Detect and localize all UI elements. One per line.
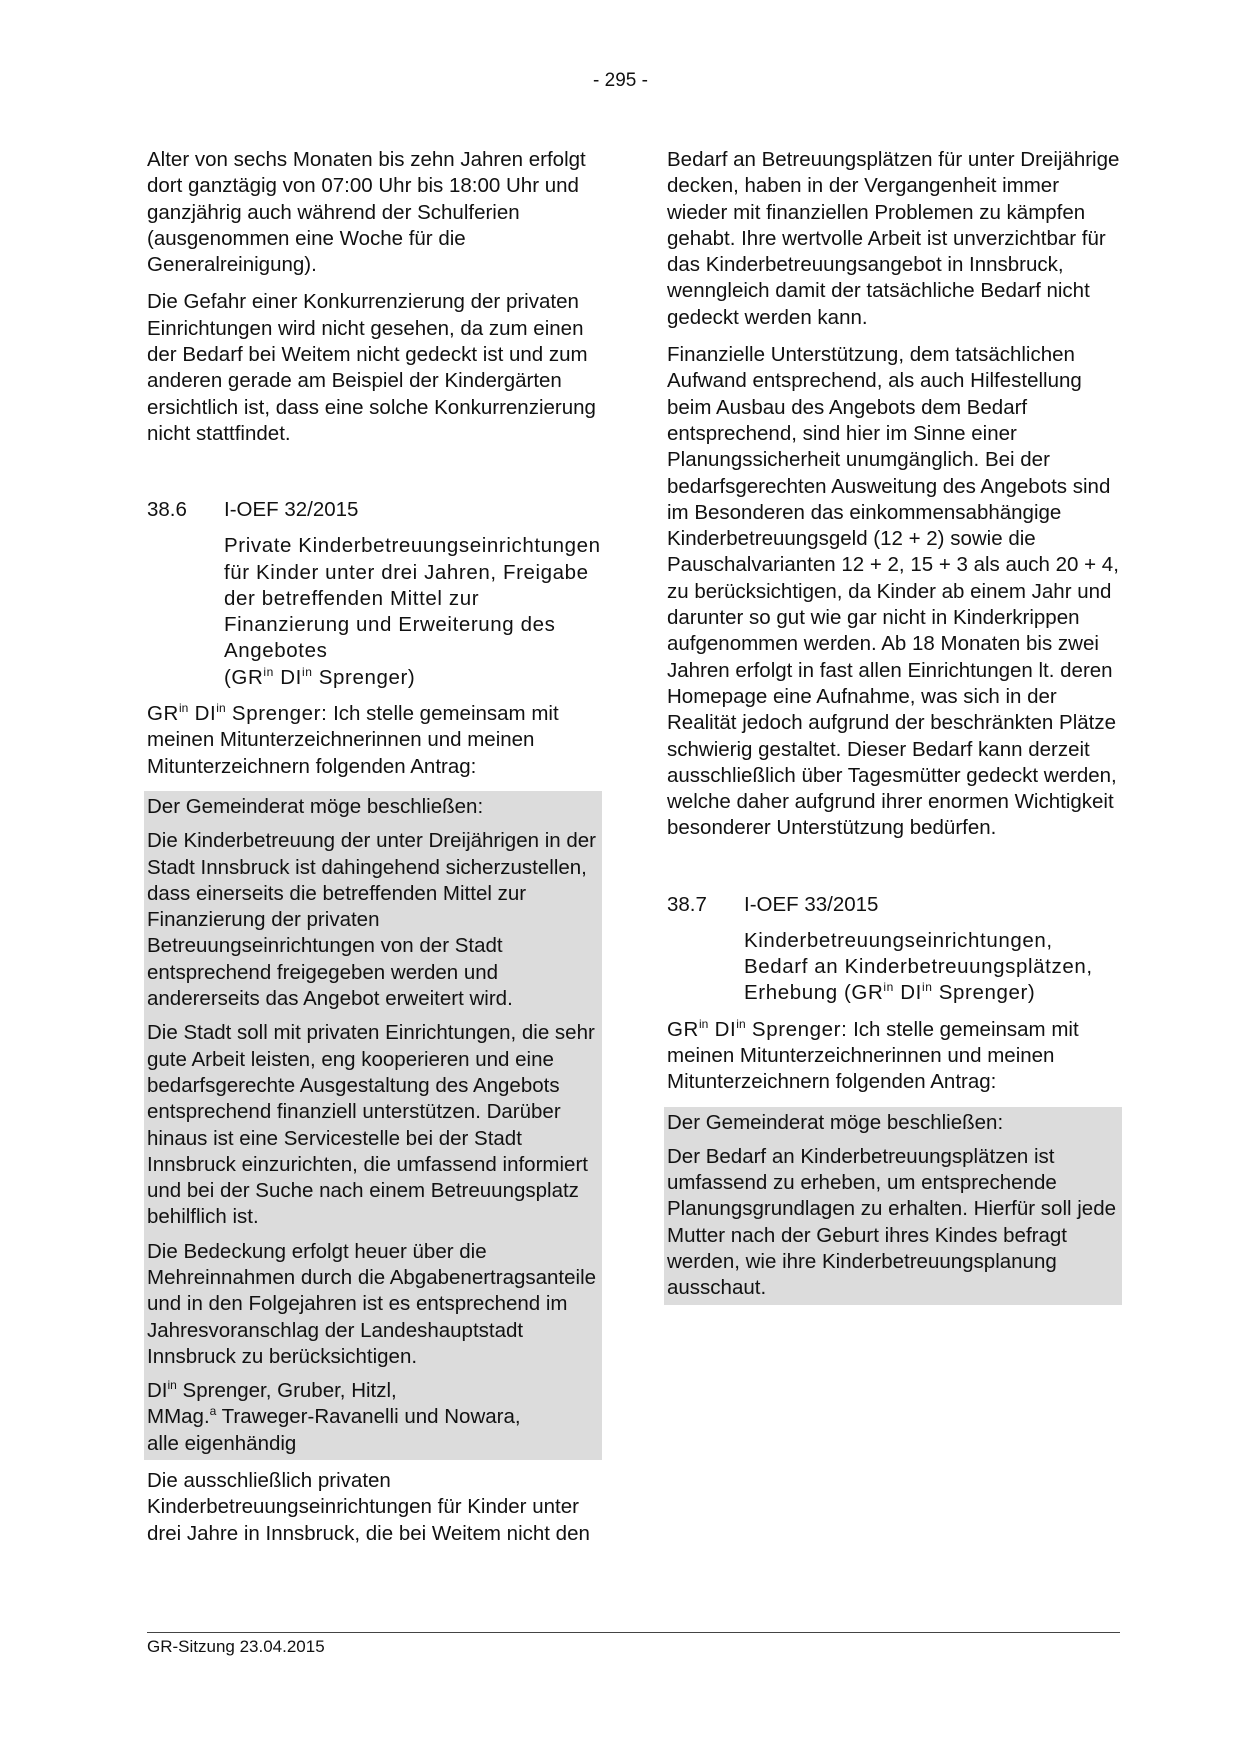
- superscript: in: [883, 980, 894, 995]
- subject-name: Sprenger): [932, 981, 1036, 1005]
- page-number: - 295 -: [593, 70, 648, 91]
- subject-text: Kinderbetreuungseinrichtungen, Bedarf an Kinderbetreuungsplätzen, Erhebung (GR: [744, 928, 1093, 1005]
- intro-di: DI: [708, 1017, 737, 1041]
- motion-heading: Der Gemeinderat möge beschließen:: [147, 794, 484, 818]
- intro-speaker: Sprenger:: [225, 702, 328, 726]
- section-id: I-OEF 33/2015: [744, 892, 879, 916]
- sig-names: Traweger-Ravanelli und Nowara,: [216, 1405, 521, 1429]
- paragraph: Finanzielle Unterstützung, dem tatsächlichen Aufwand entsprechend, als auch Hilfestellung beim Ausbau des Angebots dem Bedarf entsprechend, sind hier im Sinne einer Planungssicherheit unumgänglich. Bei der bedarfsgerechten Ausweitung des Angebots sind im Besonderen das einkommensabhängige Kinderbetreuungsgeld (12 + 2) sowie die Pauschalvarianten 12 + 2, 15 + 3 als auch 20 + 4, zu berücksichtigen, da Kinder ab einem Jahr und darunter so gut wie gar nicht in Kinderkrippen aufgenommen werden. Ab 18 Monaten bis zwei Jahren erfolgt in fast allen Einrichtungen lt. deren Homepage eine Aufnahme, was sich in der Realität jedoch aufgrund der beschränkten Plätze schwierig gestaltet. Dieser Bedarf kann derzeit ausschließlich über Tagesmütter gedeckt werden, welche daher aufgrund ihrer enormen Wichtigkeit besonderer Unterstützung bedürfen.: [667, 343, 1119, 840]
- paragraph: Alter von sechs Monaten bis zehn Jahren erfolgt dort ganztägig von 07:00 Uhr bis 18:00 Uhr und ganzjährig auch während der Schulferien (ausgenommen eine Woche für die Generalreinigung).: [147, 148, 586, 277]
- intro-gr: GR: [147, 702, 179, 726]
- superscript: in: [167, 1378, 177, 1393]
- superscript: in: [698, 1016, 709, 1031]
- right-column: [667, 147, 1122, 1313]
- paragraph: Bedarf an Betreuungsplätzen für unter Dreijährige decken, haben in der Vergangenheit immer wieder mit finanziellen Problemen zu kämpfen gehabt. Ihre wertvolle Arbeit ist unverzichtbar für das Kinderbetreuungsangebot in Innsbruck, wenngleich damit der tatsächliche Bedarf nicht gedeckt werden kann.: [667, 148, 1120, 329]
- sig-names: Sprenger, Gruber, Hitzl,: [176, 1379, 397, 1403]
- superscript: in: [301, 664, 313, 679]
- sig-note: alle eigenhändig: [147, 1431, 297, 1455]
- motion-heading: Der Gemeinderat möge beschließen:: [667, 1110, 1004, 1134]
- superscript: in: [921, 980, 933, 995]
- sig-di: DI: [147, 1379, 168, 1403]
- motion-box: [144, 791, 602, 1460]
- left-column: [147, 147, 602, 1558]
- motion-intro: [667, 1017, 1122, 1096]
- subject-di: DI: [893, 981, 922, 1005]
- superscript: in: [736, 1016, 746, 1031]
- section-heading-38-7: [667, 892, 1122, 918]
- footer-divider: [147, 1632, 1120, 1633]
- motion-box: [664, 1107, 1122, 1305]
- intro-text: Ich stelle gemeinsam mit meinen Mitunterzeichnerinnen und meinen Mitunterzeichnern folgenden Antrag:: [667, 1017, 1079, 1094]
- paragraph: Die ausschließlich privaten Kinderbetreuungseinrichtungen für Kinder unter drei Jahre in Innsbruck, die bei Weitem nicht den: [147, 1469, 590, 1545]
- motion-paragraph: Die Bedeckung erfolgt heuer über die Mehreinnahmen durch die Abgabenertragsanteile und in den Folgejahren ist es entsprechend im Jahresvoranschlag der Landeshauptstadt Innsbruck zu berücksichtigen.: [147, 1239, 597, 1368]
- subject-gr: (GR: [224, 665, 264, 689]
- superscript: in: [216, 701, 226, 716]
- motion-paragraph: Der Bedarf an Kinderbetreuungsplätzen ist umfassend zu erheben, um entsprechende Planungsgrundlagen zu erhalten. Hierfür soll jede Mutter nach der Geburt ihres Kindes befragt werden, wie ihre Kinderbetreuungsplanung ausschaut.: [667, 1144, 1117, 1300]
- superscript: in: [178, 701, 189, 716]
- footer-session-date: GR-Sitzung 23.04.2015: [147, 1637, 325, 1656]
- subject-name: Sprenger): [312, 665, 416, 689]
- section-heading-38-6: [147, 497, 602, 523]
- motion-paragraph: Die Kinderbetreuung der unter Dreijährigen in der Stadt Innsbruck ist dahingehend sicherzustellen, dass einerseits die betreffenden Mittel zur Finanzierung der privaten Betreuungseinrichtungen von der Stadt entsprechend freigegeben werden und andererseits das Angebot erweitert wird.: [147, 829, 596, 1011]
- section-number: 38.7: [667, 892, 707, 916]
- subject-text: Private Kinderbetreuungseinrichtungen für Kinder unter drei Jahren, Freigabe der betreffenden Mittel zur Finanzierung und Erweiterung des Angebotes: [224, 534, 601, 663]
- section-id: I-OEF 32/2015: [224, 498, 359, 522]
- intro-speaker: Sprenger:: [745, 1017, 848, 1041]
- sig-mmag: MMag.: [147, 1405, 210, 1429]
- signatories: [147, 1378, 598, 1457]
- section-subject: [147, 533, 602, 691]
- intro-di: DI: [188, 702, 217, 726]
- motion-paragraph: Die Stadt soll mit privaten Einrichtungen, die sehr gute Arbeit leisten, eng kooperieren und eine bedarfsgerechte Ausgestaltung des Angebots entsprechend finanziell unterstützen. Darüber hinaus ist eine Servicestelle bei der Stadt Innsbruck einzurichten, die umfassend informiert und bei der Suche nach einem Betreuungsplatz behilflich ist.: [147, 1021, 595, 1229]
- section-number: 38.6: [147, 498, 187, 522]
- paragraph: Die Gefahr einer Konkurrenzierung der privaten Einrichtungen wird nicht gesehen, da zum einen der Bedarf bei Weitem nicht gedeckt ist und zum anderen gerade am Beispiel der Kindergärten ersichtlich ist, dass eine solche Konkurrenzierung nicht stattfindet.: [147, 290, 596, 445]
- superscript: a: [209, 1404, 217, 1419]
- intro-gr: GR: [667, 1017, 699, 1041]
- section-subject: [667, 928, 1122, 1007]
- motion-intro: [147, 701, 602, 780]
- superscript: in: [263, 664, 274, 679]
- subject-di: DI: [273, 665, 302, 689]
- intro-text: Ich stelle gemeinsam mit meinen Mitunterzeichnerinnen und meinen Mitunterzeichnern folgenden Antrag:: [147, 702, 559, 778]
